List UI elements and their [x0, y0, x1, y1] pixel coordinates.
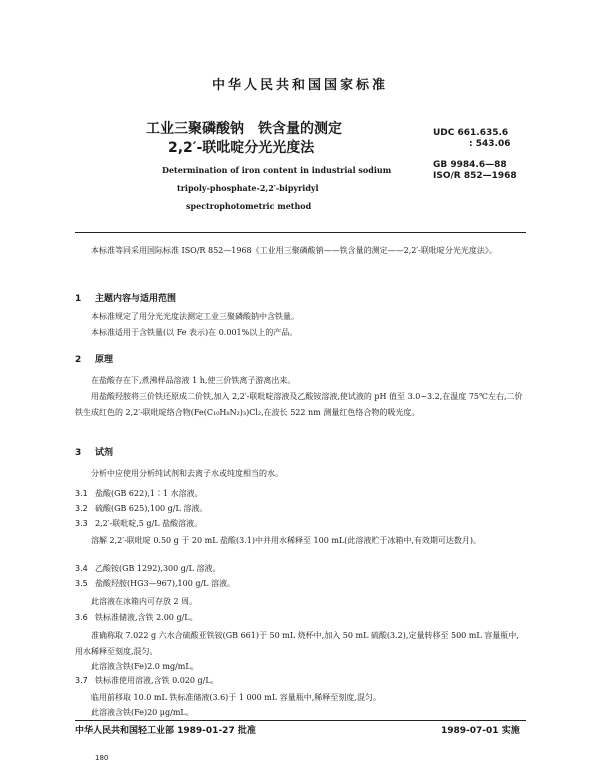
reagent-item — [75, 612, 198, 623]
reagent-item — [75, 503, 207, 514]
udc-code-line1: UDC 661.635.6 — [433, 128, 509, 138]
reagent-3-6-note-a: 准确称取 7.022 g 六水合硫酸亚铁铵(GB 661)于 50 mL 烧杯中,加入 50 mL 硫酸(3.2),定量转移至 500 mL 容量瓶中,用水稀释至刻度,混匀。 — [75, 631, 519, 656]
intro-paragraph: 本标准等同采用国际标准 ISO/R 852—1968《工业用三聚磷酸钠——铁含量的测定——2,2′-联吡啶分光光度法》。 — [91, 246, 497, 255]
section-1-para-1: 本标准规定了用分光光度法测定工业三聚磷酸钠中含铁量。 — [91, 312, 299, 321]
page-number: 180 — [95, 754, 109, 762]
header-divider — [75, 232, 526, 233]
section-number: 1 — [75, 294, 82, 304]
section-3-intro: 分析中应使用分析纯试剂和去离子水或纯度相当的水。 — [91, 469, 283, 478]
reagent-text: 盐酸(GB 622),1∶1 水溶液。 — [95, 489, 203, 498]
reagent-3-5-note: 此溶液在冰箱内可存放 2 周。 — [91, 597, 198, 606]
reagent-text: 2,2′-联吡啶,5 g/L 盐酸溶液。 — [95, 519, 203, 528]
implementation-date: 1989-07-01 实施 — [441, 726, 520, 736]
section-2-heading — [75, 352, 113, 365]
udc-code-line2: : 543.06 — [469, 139, 511, 149]
reagent-number: 3.6 — [75, 613, 88, 622]
reagent-text: 硫酸(GB 625),100 g/L 溶液。 — [95, 504, 208, 513]
reagent-number: 3.3 — [75, 519, 88, 528]
iso-code: ISO/R 852—1968 — [433, 171, 517, 181]
reagent-3-7-note-b: 此溶液含铁(Fe)20 μg/mL。 — [91, 708, 194, 717]
reagent-number: 3.1 — [75, 489, 88, 498]
reagent-text: 铁标准储液,含铁 2.00 g/L。 — [95, 613, 198, 622]
reagent-3-3-note: 溶解 2,2′-联吡啶 0.50 g 于 20 mL 盐酸(3.1)中并用水稀释至 100 mL(此溶液贮于冰箱中,有效期可达数月)。 — [91, 536, 482, 545]
section-title: 原理 — [95, 355, 114, 365]
approval-note: 中华人民共和国轻工业部 1989-01-27 批准 — [75, 726, 256, 736]
reagent-text: 乙酸铵(GB 1292),300 g/L 溶液。 — [95, 564, 221, 573]
reagent-text: 盐酸羟胺(HG3—967),100 g/L 溶液。 — [95, 579, 235, 588]
title-en-line1: Determination of iron content in industrial sodium — [162, 165, 392, 175]
reagent-item — [75, 518, 202, 529]
section-number: 2 — [75, 355, 82, 365]
section-title: 主题内容与适用范围 — [95, 294, 177, 304]
footer-divider — [75, 720, 526, 721]
reagent-3-7-note-a: 临用前移取 10.0 mL 铁标准储液(3.6)于 1 000 mL 容量瓶中,稀释至刻度,混匀。 — [91, 693, 381, 702]
gb-code: GB 9984.6—88 — [433, 160, 507, 170]
reagent-item — [75, 563, 220, 574]
section-2-para-2: 用盐酸羟胺将三价铁还原成二价铁,加入 2,2′-联吡啶溶液及乙酸铵溶液,使试液的 pH 值至 3.0~3.2,在温度 75℃左右,二价铁生成红色的 2,2′-联吡啶络合物(Fe(C₁₀H₈N₂)₃)Cl₂,在波长 522 nm 测量红色络合物的吸光度。 — [75, 392, 523, 417]
section-1-para-2: 本标准适用于含铁量(以 Fe 表示)在 0.001%以上的产品。 — [91, 328, 298, 337]
reagent-number: 3.7 — [75, 676, 88, 685]
section-number: 3 — [75, 448, 82, 458]
reagent-item — [75, 488, 203, 499]
title-en-line3: spectrophotometric method — [186, 201, 312, 211]
title-cn-line2: 2,2′-联吡啶分光光度法 — [168, 140, 315, 156]
reagent-item — [75, 578, 235, 589]
title-en-line2: tripoly-phosphate-2,2′-bipyridyl — [177, 183, 319, 193]
section-3-heading — [75, 445, 113, 458]
reagent-number: 3.5 — [75, 579, 88, 588]
reagent-item — [75, 675, 219, 686]
section-1-heading — [75, 291, 176, 304]
reagent-number: 3.2 — [75, 504, 88, 513]
section-2-para-1: 在盐酸存在下,煮沸样品溶液 1 h,使三价铁离子游离出来。 — [91, 376, 296, 385]
standard-body-header: 中华人民共和国国家标准 — [211, 78, 388, 93]
reagent-text: 铁标准使用溶液,含铁 0.020 g/L。 — [95, 676, 219, 685]
reagent-3-6-note-b: 此溶液含铁(Fe)2.0 mg/mL。 — [91, 662, 199, 671]
section-title: 试剂 — [95, 448, 114, 458]
reagent-number: 3.4 — [75, 564, 88, 573]
title-cn-line1: 工业三聚磷酸钠 铁含量的测定 — [146, 121, 342, 137]
